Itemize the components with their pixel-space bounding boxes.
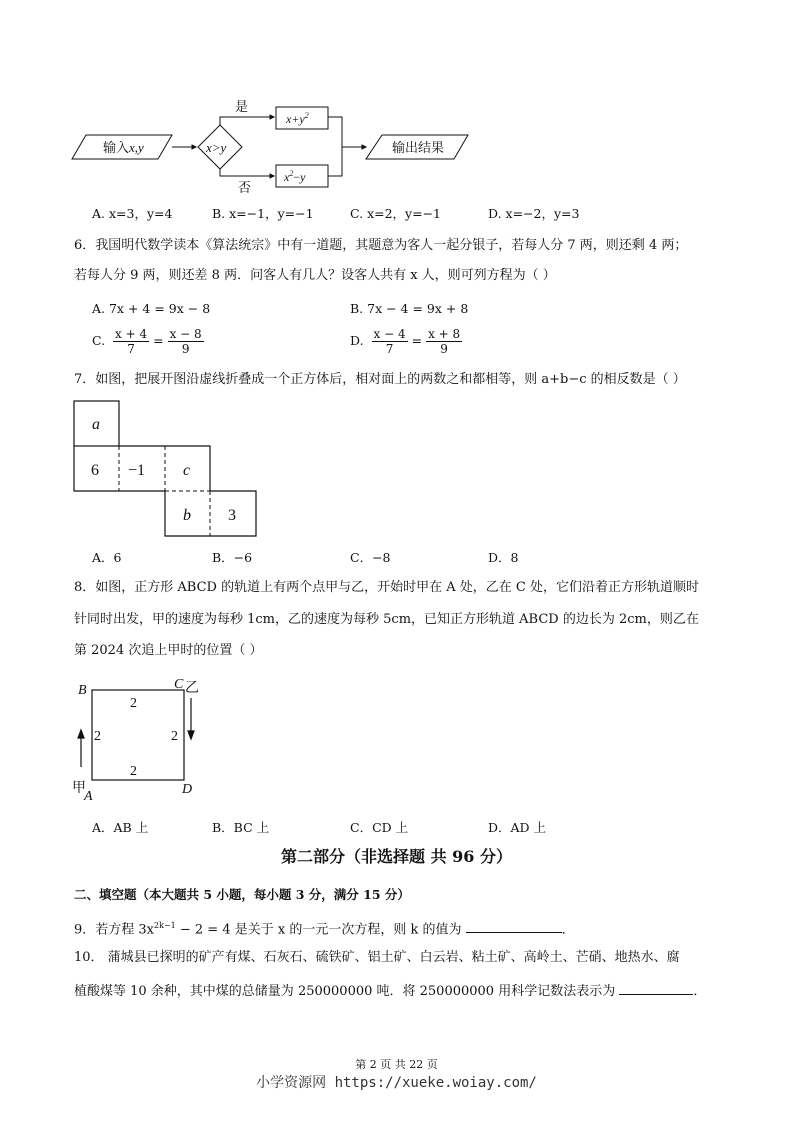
condition-label: x>y [206, 140, 227, 155]
q6-text-line1: 6．我国明代数学读本《算法统宗》中有一道题，其题意为客人一起分银子，若每人分 7 两，则还剩 4 两； [74, 238, 688, 253]
cell-a: a [92, 416, 100, 433]
q8-text-line1: 8．如图，正方形 ABCD 的轨道上有两个点甲与乙，开始时甲在 A 处，乙在 C 处，它们沿着正方形轨道顺时 [74, 580, 699, 595]
q7-text: 7．如图，把展开图沿虚线折叠成一个正方体后，相对面上的两数之和都相等，则 a+b−c 的相反数是（ ） [74, 372, 686, 387]
q10-answer-blank[interactable] [619, 980, 693, 995]
vertex-d: D [182, 782, 193, 797]
side-left: 2 [94, 729, 101, 744]
watermark-url: 小学资源网 https://xueke.woiay.com/ [256, 1075, 537, 1091]
q10-text-line2: 植酸煤等 10 余种，其中煤的总储量为 250000000 吨．将 250000000 用科学记数法表示为 ． [74, 980, 706, 1002]
q7-option-b[interactable]: B．−6 [212, 550, 253, 565]
q8-option-a[interactable]: A．AB 上 [92, 820, 149, 835]
q8-option-c[interactable]: C．CD 上 [350, 820, 409, 835]
no-box-label: $x^2-y$ [284, 169, 306, 184]
q6-option-d[interactable]: D. $\frac{x - 4}{7}$ = $\frac{x + 8}{9}$ [350, 327, 461, 356]
cell-3: 3 [228, 507, 236, 524]
cube-net-diagram [72, 399, 262, 539]
page-number: 第 2 页 共 22 页 [355, 1058, 438, 1071]
q7-option-d[interactable]: D．8 [488, 550, 519, 565]
q8-text-line3: 第 2024 次追上甲时的位置（ ） [74, 643, 263, 658]
input-label: 输入x,y [103, 140, 144, 155]
vertex-a: A [84, 789, 93, 804]
cell-6: 6 [91, 462, 99, 479]
side-bottom: 2 [130, 764, 137, 779]
q6-text-line2: 若每人分 9 两，则还差 8 两．问客人有几人？设客人共有 x 人，则可列方程为（ ） [74, 268, 556, 283]
q5-option-d[interactable]: D. x=−2，y=3 [488, 206, 580, 221]
q7-option-c[interactable]: C．−8 [350, 550, 391, 565]
q9-text: 9．若方程 $3x^{2k-1} - 2 = 4$ 是关于 x 的一元一次方程，则 k 的值为 ． [74, 916, 575, 940]
cell-b: b [183, 507, 191, 524]
square-track-diagram [68, 672, 218, 807]
label-yi: 乙 [185, 681, 199, 696]
vertex-c: C [174, 677, 184, 692]
q8-text-line2: 针同时出发，甲的速度为每秒 1cm，乙的速度为每秒 5cm，已知正方形轨道 ABCD 的边长为 2cm，则乙在 [74, 612, 699, 627]
yes-label: 是 [235, 99, 249, 114]
vertex-b: B [78, 683, 87, 698]
q6-option-c[interactable]: C. $\frac{x + 4}{7}$ = $\frac{x - 8}{9}$ [92, 327, 202, 356]
section-heading: 二、填空题（本大题共 5 小题，每小题 3 分，满分 15 分） [74, 887, 410, 902]
q9-answer-blank[interactable] [466, 918, 562, 933]
flowchart-diagram [70, 95, 550, 200]
cell-c: c [183, 462, 191, 479]
q6-option-a[interactable]: A. 7x + 4 = 9x − 8 [92, 301, 211, 316]
q5-option-c[interactable]: C. x=2，y=−1 [350, 206, 442, 221]
q7-option-a[interactable]: A．6 [92, 550, 122, 565]
q5-option-a[interactable]: A. x=3，y=4 [92, 206, 173, 221]
part2-title: 第二部分（非选择题 共 96 分） [281, 847, 512, 866]
q5-option-b[interactable]: B. x=−1，y=−1 [212, 206, 314, 221]
q8-option-b[interactable]: B．BC 上 [212, 820, 270, 835]
label-jia: 甲 [72, 781, 86, 796]
q10-text-line1: 10． 蒲城县已探明的矿产有煤、石灰石、硫铁矿、铝土矿、白云岩、粘土矿、高岭土、芒硝、地热水、腐 [74, 950, 680, 965]
no-label: 否 [238, 180, 252, 195]
q8-option-d[interactable]: D．AD 上 [488, 820, 547, 835]
side-right: 2 [171, 729, 178, 744]
side-top: 2 [130, 696, 137, 711]
cell-neg1: −1 [128, 462, 146, 479]
yes-box-label: $x+y^2$ [286, 111, 309, 126]
q6-option-b[interactable]: B. 7x − 4 = 9x + 8 [350, 301, 469, 316]
output-label: 输出结果 [392, 140, 445, 155]
